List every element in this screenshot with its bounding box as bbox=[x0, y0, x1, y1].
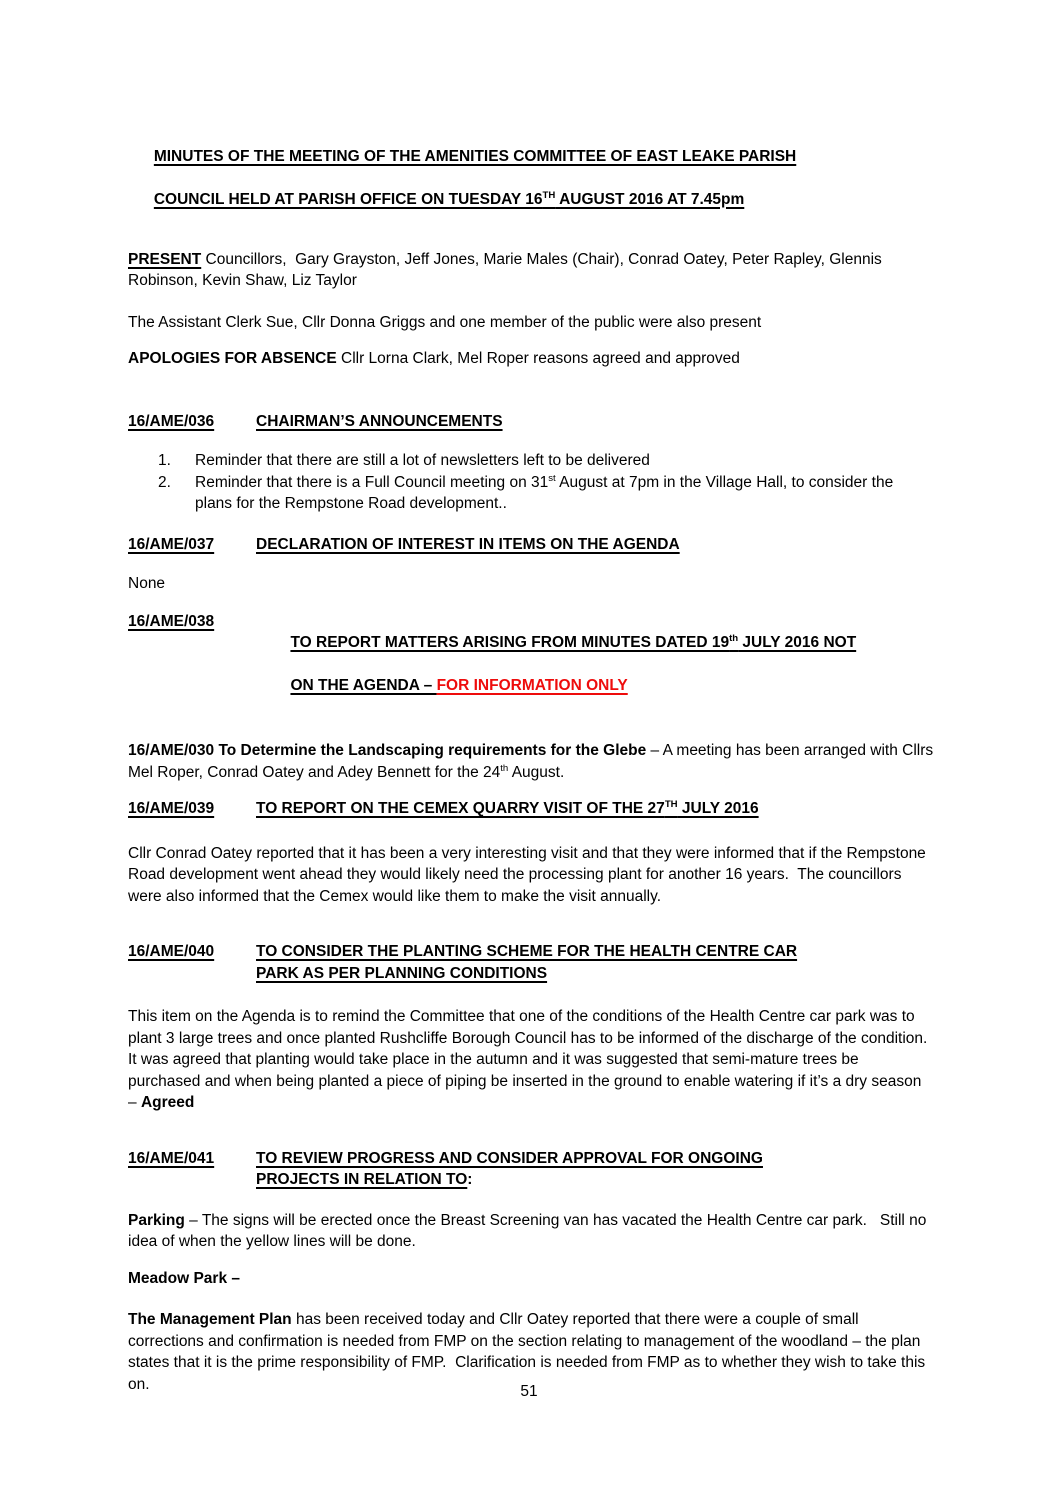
section-038-heading-row bbox=[128, 611, 934, 719]
section-041-number: 16/AME/041 bbox=[128, 1149, 215, 1167]
apologies-names: Cllr Lorna Clark, Mel Roper reasons agreed and approved bbox=[336, 350, 740, 367]
section-037-heading-row bbox=[128, 534, 934, 556]
parking-label: Parking bbox=[128, 1211, 185, 1229]
section-040-body bbox=[128, 1006, 934, 1114]
matter-arising-title: 16/AME/030 To Determine the Landscaping requirements for the Glebe bbox=[128, 742, 647, 759]
section-040-heading bbox=[256, 941, 934, 984]
apologies-paragraph bbox=[128, 348, 934, 370]
section-041-heading bbox=[256, 1148, 934, 1191]
list-item-number: 1. bbox=[158, 452, 171, 469]
section-038-number: 16/AME/038 bbox=[128, 612, 215, 630]
section-039-number: 16/AME/039 bbox=[128, 800, 215, 817]
present-names: Councillors, Gary Grayston, Jeff Jones, Marie Males (Chair), Conrad Oatey, Peter Rapley, Glennis Robinson, Kevin Shaw, Liz Taylor bbox=[128, 250, 887, 289]
for-information-only-highlight: FOR INFORMATION ONLY bbox=[436, 677, 628, 694]
heading-text-part: JULY 2016 NOT bbox=[738, 634, 857, 651]
date-ordinal-superscript: th bbox=[500, 762, 509, 774]
date-ordinal-superscript: st bbox=[548, 472, 556, 484]
date-ordinal-superscript: th bbox=[729, 632, 739, 644]
list-item-text: Reminder that there are still a lot of newsletters left to be delivered bbox=[195, 452, 650, 469]
title-line-2 bbox=[154, 191, 744, 208]
section-041-heading-row bbox=[128, 1148, 934, 1191]
matter-arising-text: – A meeting has been arranged with Cllrs Mel Roper, Conrad Oatey and Adey Bennett for the 24 bbox=[128, 742, 938, 781]
present-label: PRESENT bbox=[128, 250, 202, 268]
date-ordinal-superscript: TH bbox=[664, 798, 678, 810]
heading-line: TO CONSIDER THE PLANTING SCHEME FOR THE HEALTH CENTRE CAR bbox=[256, 943, 798, 960]
list-item bbox=[128, 450, 934, 472]
section-036-heading: CHAIRMAN’S ANNOUNCEMENTS bbox=[256, 412, 503, 430]
parking-paragraph bbox=[128, 1210, 934, 1253]
section-040-body-text: This item on the Agenda is to remind the Committee that one of the conditions of the Health Centre car park was to plant 3 large trees and once planted Rushcliffe Borough Council has to be informed of the discharge of the condition. It was agreed that planting would take place in the autumn and it was suggested that semi-mature trees be purchased and when being planted a piece of piping be inserted in the ground to enable watering if it’s a dry season – bbox=[128, 1008, 936, 1111]
section-036-heading-row bbox=[128, 411, 934, 433]
section-039-heading bbox=[256, 798, 934, 820]
heading-text-part: TO REPORT MATTERS ARISING FROM MINUTES DATED 19 bbox=[290, 634, 730, 651]
section-038-heading bbox=[256, 611, 934, 719]
heading-colon: : bbox=[467, 1171, 473, 1188]
section-036-number: 16/AME/036 bbox=[128, 412, 215, 430]
meadow-park-label: Meadow Park – bbox=[128, 1269, 240, 1287]
management-plan-text: has been received today and Cllr Oatey reported that there were a couple of small corrections and confirmation is needed from FMP on the section relating to management of the woodland – the plan states that it is the prime responsibility of FMP. Clarification is needed from FMP as to whether they wish to take this on. bbox=[128, 1311, 930, 1393]
page-number: 51 bbox=[520, 1383, 538, 1400]
present-paragraph bbox=[128, 249, 934, 292]
parking-text: – The signs will be erected once the Breast Screening van has vacated the Health Centre car park. Still no idea of when the yellow lines will be done. bbox=[128, 1211, 931, 1250]
also-present-paragraph: The Assistant Clerk Sue, Cllr Donna Griggs and one member of the public were also present bbox=[128, 313, 762, 331]
section-037-body: None bbox=[128, 575, 166, 592]
document-content bbox=[128, 124, 938, 1395]
section-039-body: Cllr Conrad Oatey reported that it has been a very interesting visit and that they were informed that if the Rempstone Road development went ahead they would likely need the processing plant for another 16 years. The councillors were also informed that the Cemex would like them to make the visit annually. bbox=[128, 844, 931, 905]
section-040-number: 16/AME/040 bbox=[128, 943, 215, 960]
management-plan-label: The Management Plan bbox=[128, 1311, 292, 1328]
list-item-text bbox=[195, 472, 934, 515]
section-038-heading-line-1 bbox=[290, 634, 856, 651]
title-line-1: MINUTES OF THE MEETING OF THE AMENITIES COMMITTEE OF EAST LEAKE PARISH bbox=[153, 147, 797, 165]
section-037-number: 16/AME/037 bbox=[128, 535, 215, 553]
heading-text-part: JULY 2016 bbox=[677, 800, 759, 817]
heading-line: TO REVIEW PROGRESS AND CONSIDER APPROVAL FOR ONGOING bbox=[256, 1149, 763, 1167]
list-item-text-part: August at 7pm in the Village Hall, to consider the plans for the Rempstone Road development.. bbox=[195, 473, 898, 512]
heading-text-part: TO REPORT ON THE CEMEX QUARRY VISIT OF THE 27 bbox=[256, 800, 665, 817]
heading-line: PROJECTS IN RELATION TO bbox=[256, 1171, 468, 1188]
apologies-label: APOLOGIES FOR ABSENCE bbox=[128, 350, 337, 367]
agreed-emphasis: Agreed bbox=[140, 1094, 195, 1111]
title-line-2-tail: AUGUST 2016 AT 7.45pm bbox=[555, 190, 745, 208]
list-item bbox=[128, 472, 934, 515]
section-039-heading-row bbox=[128, 798, 934, 820]
section-038-body bbox=[128, 740, 938, 783]
heading-text-part: ON THE AGENDA – bbox=[290, 677, 437, 694]
document-title bbox=[128, 124, 934, 232]
title-line-2-text: COUNCIL HELD AT PARISH OFFICE ON TUESDAY 16 bbox=[153, 190, 543, 208]
section-038-heading-line-2 bbox=[290, 677, 627, 694]
list-item-text-part: Reminder that there is a Full Council meeting on 31 bbox=[195, 473, 549, 491]
section-036-list bbox=[128, 450, 934, 515]
list-item-number: 2. bbox=[158, 473, 171, 491]
matter-arising-text-tail: August. bbox=[508, 763, 565, 781]
title-ordinal-superscript: TH bbox=[542, 189, 556, 201]
section-037-heading: DECLARATION OF INTEREST IN ITEMS ON THE AGENDA bbox=[256, 535, 680, 553]
heading-line: PARK AS PER PLANNING CONDITIONS bbox=[256, 964, 548, 982]
section-040-heading-row bbox=[128, 941, 934, 984]
